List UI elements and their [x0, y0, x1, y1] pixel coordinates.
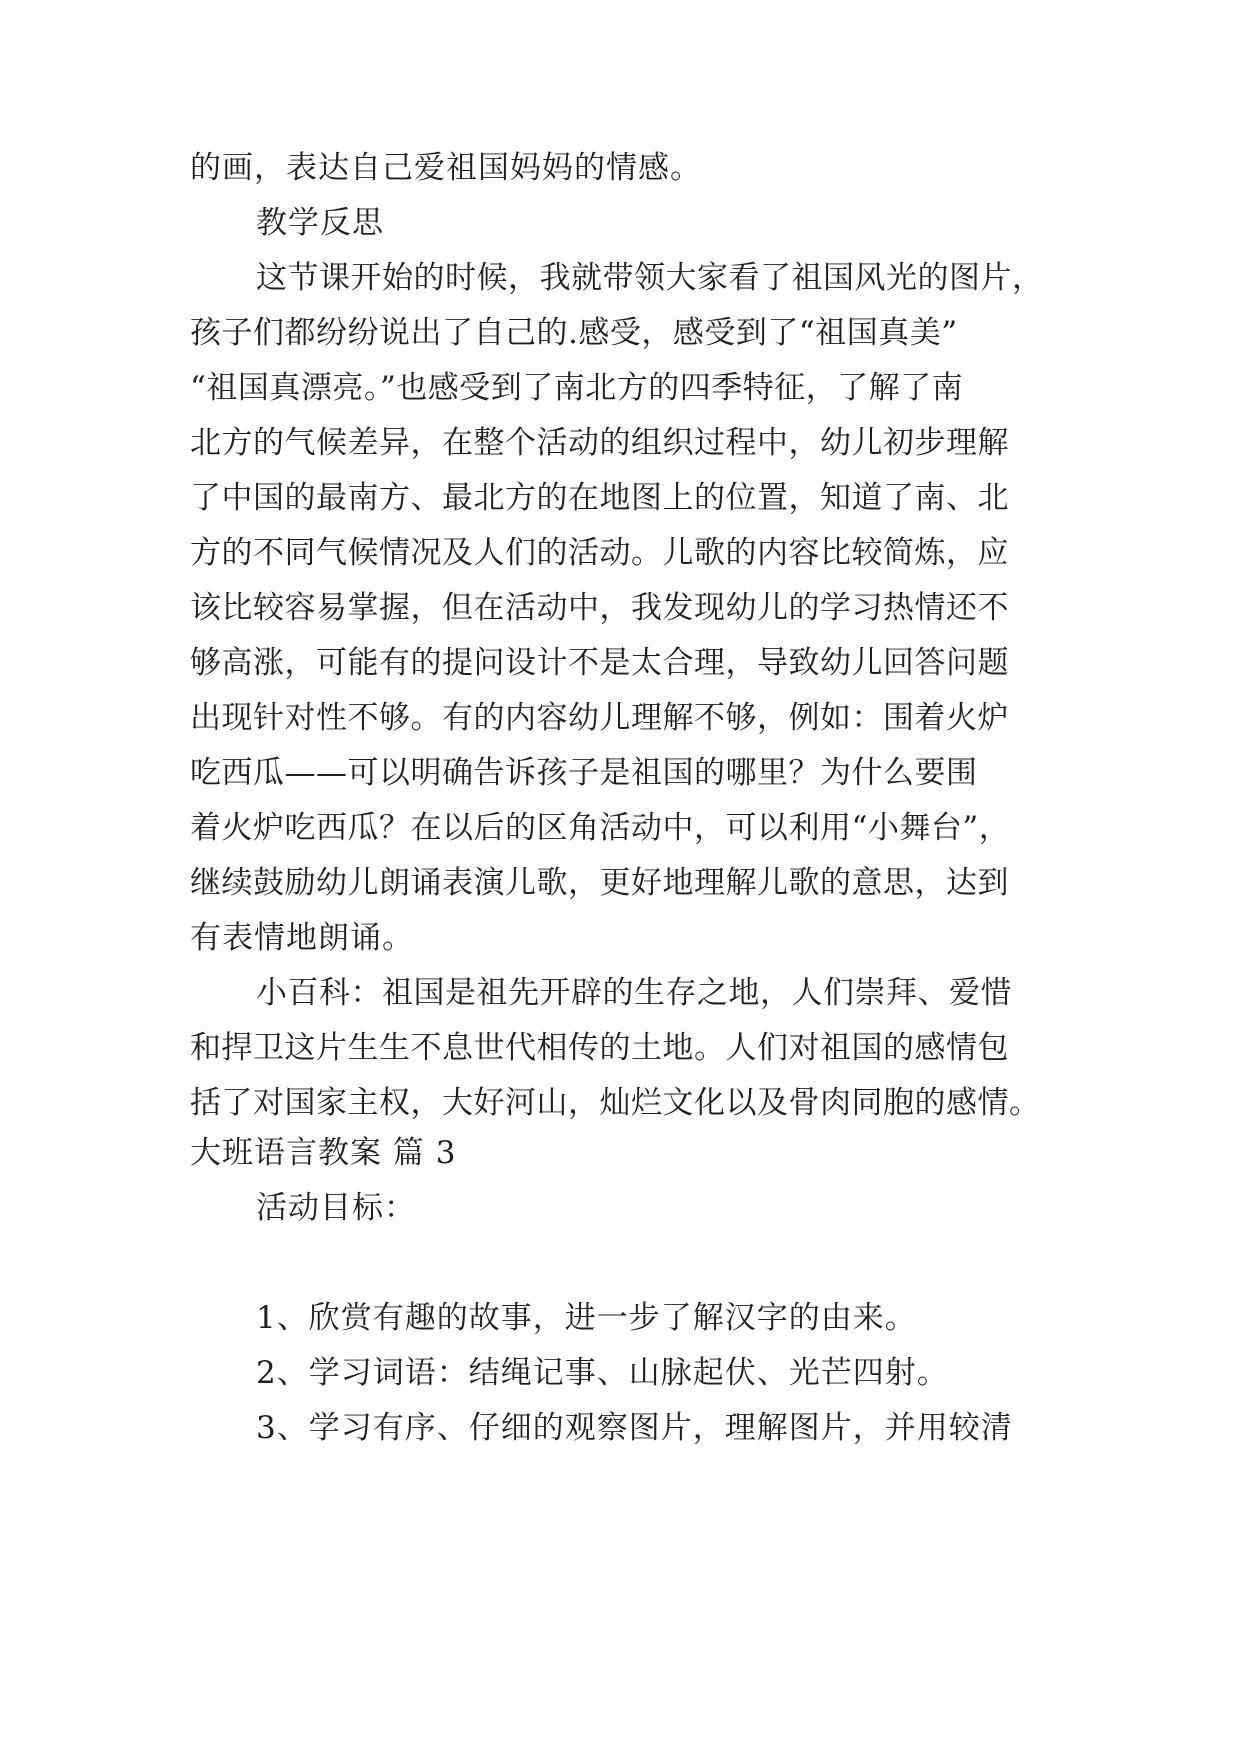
encyclopedia-line: 括了对国家主权，大好河山，灿烂文化以及骨肉同胞的感情。: [190, 1085, 1041, 1121]
paragraph-line: 有表情地朗诵。: [190, 920, 414, 956]
section-heading-goals: 活动目标：: [256, 1190, 416, 1226]
paragraph-line: 这节课开始的时候，我就带领大家看了祖国风光的图片，: [256, 260, 1044, 296]
text-line: 的画，表达自己爱祖国妈妈的情感。: [190, 150, 702, 186]
paragraph-line: 北方的气候差异，在整个活动的组织过程中，幼儿初步理解: [190, 425, 1009, 461]
goal-item-2: 2、学习词语：结绳记事、山脉起伏、光芒四射。: [256, 1355, 949, 1391]
paragraph-line: 该比较容易掌握，但在活动中，我发现幼儿的学习热情还不: [190, 590, 1009, 626]
paragraph-line: “祖国真漂亮。”也感受到了南北方的四季特征，了解了南: [190, 370, 964, 406]
paragraph-line: 了中国的最南方、最北方的在地图上的位置，知道了南、北: [190, 480, 1009, 516]
paragraph-line: 着火炉吃西瓜？在以后的区角活动中，可以利用“小舞台”，: [190, 810, 1011, 846]
lesson-title: 大班语言教案 篇 3: [190, 1135, 457, 1171]
section-heading-reflection: 教学反思: [256, 205, 384, 241]
encyclopedia-line: 小百科：祖国是祖先开辟的生存之地，人们崇拜、爱惜: [256, 975, 1012, 1011]
paragraph-line: 继续鼓励幼儿朗诵表演儿歌，更好地理解儿歌的意思，达到: [190, 865, 1009, 901]
encyclopedia-line: 和捍卫这片生生不息世代相传的土地。人们对祖国的感情包: [190, 1030, 1009, 1066]
paragraph-line: 出现针对性不够。有的内容幼儿理解不够，例如：围着火炉: [190, 700, 1009, 736]
paragraph-line: 孩子们都纷纷说出了自己的.感受，感受到了“祖国真美”: [190, 315, 958, 351]
goal-item-1: 1、欣赏有趣的故事，进一步了解汉字的由来。: [256, 1300, 917, 1336]
goal-item-3: 3、学习有序、仔细的观察图片，理解图片，并用较清: [256, 1410, 1013, 1446]
paragraph-line: 方的不同气候情况及人们的活动。儿歌的内容比较简炼，应: [190, 535, 1009, 571]
paragraph-line: 够高涨，可能有的提问设计不是太合理，导致幼儿回答问题: [190, 645, 1009, 681]
paragraph-line: 吃西瓜——可以明确告诉孩子是祖国的哪里？为什么要围: [190, 755, 978, 791]
